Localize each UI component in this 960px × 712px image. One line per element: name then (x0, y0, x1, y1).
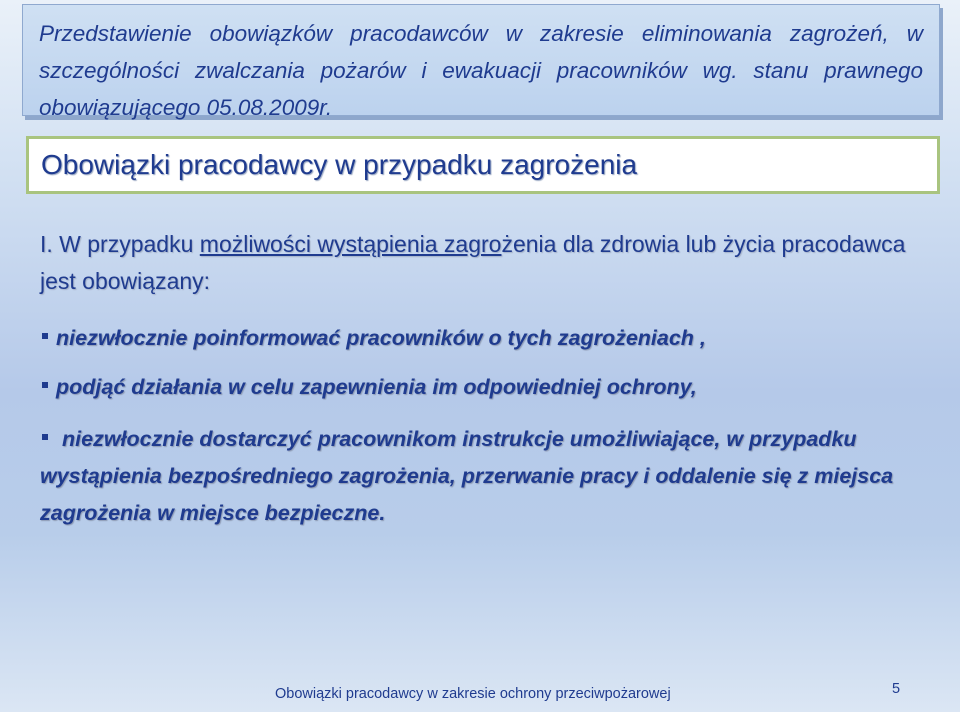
intro-underlined: możliwości wystąpienia zagro (199, 231, 502, 257)
square-bullet-icon (42, 382, 48, 388)
page-number: 5 (892, 681, 901, 697)
bullet-text: podjąć działania w celu zapewnienia im odpowiedniej ochrony, (56, 375, 697, 399)
slide-content (40, 226, 930, 532)
bullet-text: niezwłocznie poinformować pracowników o tych zagrożeniach , (56, 326, 706, 350)
slide-subtitle: Obowiązki pracodawcy w przypadku zagrożenia (41, 149, 638, 180)
bullet-item (40, 421, 930, 532)
slide-header-text: Przedstawienie obowiązków pracodawców w zakresie eliminowania zagrożeń, w szczególności zwalczania pożarów i ewakuacji pracowników wg. stanu prawnego obowiązującego 05.08.2009r. (39, 21, 923, 120)
intro-suffix: żenia dla zdrowia lub życia pracodawca jest obowiązany: (40, 231, 906, 294)
header-box (22, 4, 940, 120)
bullet-item (40, 320, 930, 356)
intro-paragraph (40, 226, 930, 300)
bullet-text: niezwłocznie dostarczyć pracownikom instrukcje umożliwiające, w przypadku wystąpienia bezpośredniego zagrożenia, przerwanie pracy i oddalenie się z miejsca zagrożenia w miejsce bezpieczne. (40, 427, 894, 525)
subtitle-box (26, 136, 940, 194)
square-bullet-icon (42, 333, 48, 339)
intro-prefix: I. W przypadku (40, 231, 200, 257)
square-bullet-icon (42, 434, 48, 440)
slide-footer: Obowiązki pracodawcy w zakresie ochrony przeciwpożarowej (275, 686, 671, 702)
bullet-item (40, 369, 930, 405)
